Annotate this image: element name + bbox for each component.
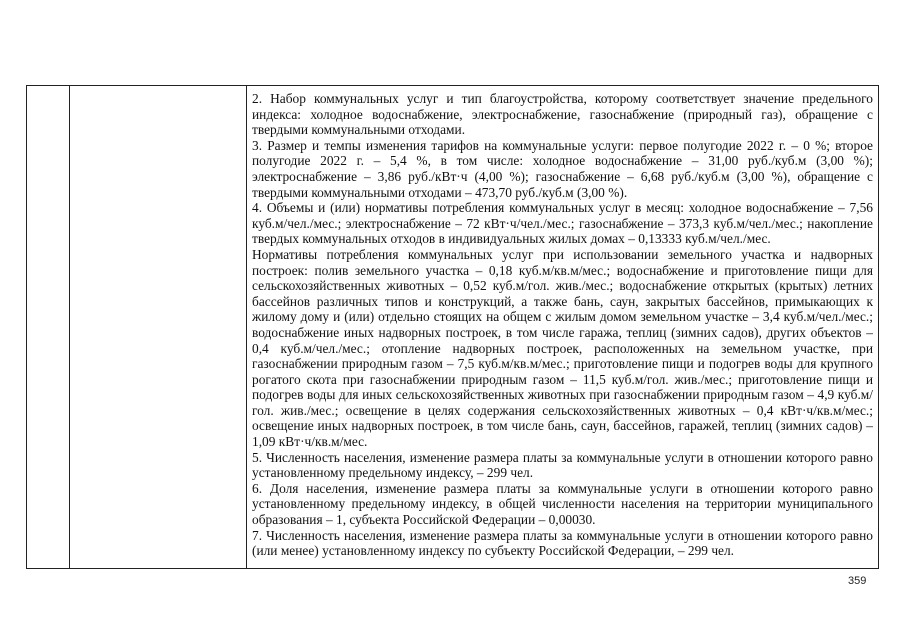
paragraph-3: 3. Размер и темпы изменения тарифов на коммунальные услуги: первое полугодие 2022 г. – 0 %; второе полугодие 2022 г. – 5,4 %, в том числе: холодное водоснабжение – 31,00 руб./куб.м (3,00 %); электроснабжение – 3,86 руб./кВт·ч (4,00 %); газоснабжение – 6,68 руб./куб.м (3,00 %), обращение с твердыми коммунальными отходами – 473,70 руб./куб.м (3,00 %). — [252, 137, 873, 200]
paragraph-norms: Нормативы потребления коммунальных услуг при использовании земельного участка и надворных построек: полив земельного участка – 0,18 куб.м/кв.м/мес.; водоснабжение и приготовление пищи для сельскохозяйственных животных – 0,52 куб.м/гол. жив./мес.; водоснабжение открытых (крытых) летних бассейнов различных типов и конструкций, а также бань, саун, закрытых бассейнов, примыкающих к жилому дому и (или) отдельно стоящих на общем с жилым домом земельном участке – 3,4 куб.м/чел./мес.; водоснабжение иных надворных построек, в том числе гаража, теплиц (зимних садов), других объектов – 0,4 куб.м/чел./мес.; отопление надворных построек, расположенных на земельном участке, при газоснабжении природным газом – 7,5 куб.м/кв.м/мес.; приготовление пищи и подогрев воды для крупного рогатого скота при газоснабжении природным газом – 11,5 куб.м/гол. жив./мес.; приготовление пищи и подогрев воды для иных сельскохозяйственных животных при газоснабжении природным газом – 4,9 куб.м/гол. жив./мес.; освещение в целях содержания сельскохозяйственных животных – 0,4 кВт·ч/кв.м/мес.; освещение иных надворных построек, в том числе бань, саун, бассейнов, гаражей, теплиц (зимних садов) – 1,09 кВт·ч/кв.м/мес. — [252, 246, 873, 450]
paragraph-6: 6. Доля населения, изменение размера платы за коммунальные услуги в отношении которого равно установленному предельному индексу, в общей численности населения на территории муниципального образования – 1, субъекта Российской Федерации – 0,00030. — [252, 480, 873, 528]
empty-cell-number — [27, 86, 70, 569]
paragraph-4: 4. Объемы и (или) нормативы потребления коммунальных услуг в месяц: холодное водоснабжение – 7,56 куб.м/чел./мес.; электроснабжение – 72 кВт·ч/чел./мес.; газоснабжение – 373,3 куб.м/чел./мес.; накопление твердых коммунальных отходов в индивидуальных жилых домах – 0,13333 куб.м/чел./мес. — [252, 200, 873, 247]
paragraph-2: 2. Набор коммунальных услуг и тип благоустройства, которому соответствует значение предельного индекса: холодное водоснабжение, электроснабжение, газоснабжение (природный газ), обращение с твердыми коммунальными отходами. — [252, 91, 873, 138]
document-table — [26, 85, 879, 569]
empty-cell-name — [70, 86, 247, 569]
content-cell — [247, 86, 879, 569]
paragraph-7: 7. Численность населения, изменение размера платы за коммунальные услуги в отношении которого равно (или менее) установленному индексу по субъекту Российской Федерации, – 299 чел. — [252, 527, 873, 559]
table-row — [27, 86, 879, 569]
page-number: 359 — [848, 575, 867, 587]
paragraph-5: 5. Численность населения, изменение размера платы за коммунальные услуги в отношении которого равно установленному предельному индексу, – 299 чел. — [252, 449, 873, 481]
